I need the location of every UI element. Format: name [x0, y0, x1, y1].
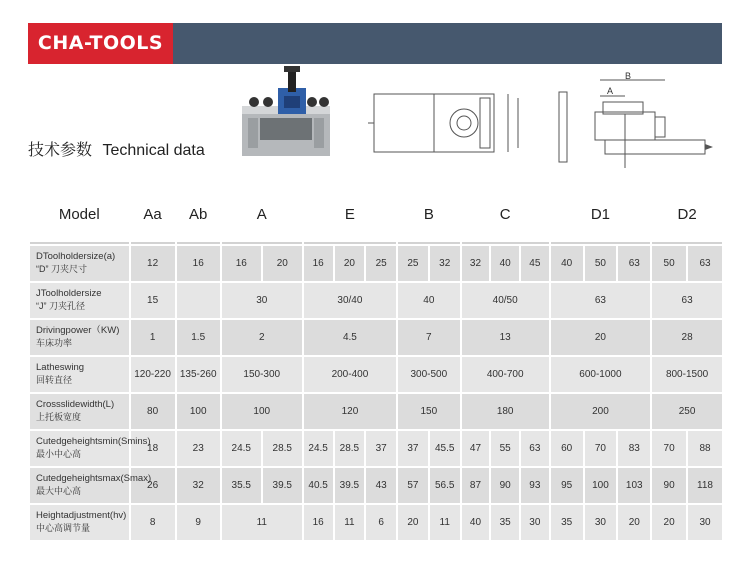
row-label — [30, 394, 129, 429]
table-cell: 43 — [366, 468, 396, 503]
table-row — [30, 431, 722, 466]
table-cell: 2 — [222, 320, 302, 355]
row-label-cn: 上托板宽度 — [36, 412, 82, 422]
col-header-aa: Aa — [131, 187, 175, 244]
table-cell: 30 — [688, 505, 722, 540]
table-cell: 55 — [491, 431, 519, 466]
table-cell: 45.5 — [430, 431, 460, 466]
row-label-cn: 最小中心高 — [36, 449, 82, 459]
table-cell: 16 — [304, 505, 333, 540]
table-cell: 11 — [222, 505, 302, 540]
table-cell: 20 — [263, 246, 302, 281]
table-cell: 35.5 — [222, 468, 261, 503]
table-cell: 70 — [652, 431, 686, 466]
row-label-en: Heightadjustment(hv) — [36, 510, 127, 521]
table-cell: 9 — [177, 505, 220, 540]
table-row — [30, 283, 722, 318]
table-cell: 63 — [551, 283, 650, 318]
table-cell: 150 — [398, 394, 460, 429]
table-cell: 35 — [551, 505, 583, 540]
table-cell: 87 — [462, 468, 490, 503]
table-cell: 20 — [398, 505, 428, 540]
row-label — [30, 505, 129, 540]
col-header-c: C — [462, 187, 549, 244]
table-cell: 40 — [551, 246, 583, 281]
table-cell: 600-1000 — [551, 357, 650, 392]
table-header-row — [30, 187, 722, 244]
table-cell: 800-1500 — [652, 357, 722, 392]
table-cell: 63 — [652, 283, 722, 318]
table-cell: 80 — [131, 394, 175, 429]
row-label-en: Cutedgeheightsmax(Smax) — [36, 473, 152, 484]
table-cell: 300-500 — [398, 357, 460, 392]
table-cell: 25 — [366, 246, 396, 281]
table-cell: 95 — [551, 468, 583, 503]
table-cell: 63 — [521, 431, 549, 466]
table-cell: 20 — [652, 505, 686, 540]
row-label — [30, 320, 129, 355]
dimension-drawing-side — [545, 72, 717, 172]
table-cell: 30 — [585, 505, 617, 540]
table-cell: 30 — [521, 505, 549, 540]
row-label-en: Crossslidewidth(L) — [36, 399, 115, 410]
row-label-cn: “D” 刀夹尺寸 — [36, 264, 87, 274]
row-label-cn: 回转直径 — [36, 375, 73, 385]
table-cell: 28 — [652, 320, 722, 355]
col-header-b: B — [398, 187, 460, 244]
table-cell: 47 — [462, 431, 490, 466]
table-cell: 39.5 — [263, 468, 302, 503]
table-cell: 20 — [618, 505, 650, 540]
table-cell: 200 — [551, 394, 650, 429]
table-cell: 88 — [688, 431, 722, 466]
row-label-cn: “J” 刀夹孔径 — [36, 301, 85, 311]
table-cell: 60 — [551, 431, 583, 466]
section-title-en: Technical data — [102, 142, 205, 159]
table-cell: 120-220 — [131, 357, 175, 392]
col-header-model: Model — [30, 187, 129, 244]
table-row — [30, 505, 722, 540]
table-row — [30, 468, 722, 503]
table-cell: 30 — [222, 283, 302, 318]
row-label-cn: 车床功率 — [36, 338, 73, 348]
row-label-en: Cutedgeheightsmin(Smins) — [36, 436, 151, 447]
table-cell: 35 — [491, 505, 519, 540]
table-cell: 83 — [618, 431, 650, 466]
table-cell: 200-400 — [304, 357, 396, 392]
table-cell: 18 — [131, 431, 175, 466]
table-cell: 20 — [335, 246, 365, 281]
table-cell: 1.5 — [177, 320, 220, 355]
table-cell: 120 — [304, 394, 396, 429]
table-cell: 39.5 — [335, 468, 365, 503]
table-cell: 56.5 — [430, 468, 460, 503]
table-cell: 70 — [585, 431, 617, 466]
table-cell: 1 — [131, 320, 175, 355]
table-cell: 37 — [366, 431, 396, 466]
row-label — [30, 357, 129, 392]
table-cell: 40 — [491, 246, 519, 281]
table-cell: 6 — [366, 505, 396, 540]
table-cell: 7 — [398, 320, 460, 355]
row-label — [30, 246, 129, 281]
brand-logo: CHA-TOOLS — [28, 23, 173, 64]
table-cell: 23 — [177, 431, 220, 466]
table-cell: 12 — [131, 246, 175, 281]
col-header-e: E — [304, 187, 396, 244]
table-cell: 57 — [398, 468, 428, 503]
table-cell: 32 — [462, 246, 490, 281]
table-cell: 28.5 — [335, 431, 365, 466]
table-cell: 250 — [652, 394, 722, 429]
row-label — [30, 283, 129, 318]
section-title — [28, 137, 205, 160]
table-cell: 25 — [398, 246, 428, 281]
row-label-en: Latheswing — [36, 362, 85, 373]
table-cell: 100 — [177, 394, 220, 429]
table-cell: 4.5 — [304, 320, 396, 355]
table-cell: 50 — [585, 246, 617, 281]
table-cell: 45 — [521, 246, 549, 281]
table-cell: 24.5 — [304, 431, 333, 466]
table-cell: 40.5 — [304, 468, 333, 503]
technical-data-table — [28, 185, 724, 542]
table-row — [30, 246, 722, 281]
row-label — [30, 431, 151, 466]
table-cell: 50 — [652, 246, 686, 281]
table-cell: 93 — [521, 468, 549, 503]
row-label-en: DToolholdersize(a) — [36, 251, 116, 262]
table-row — [30, 394, 722, 429]
table-cell — [177, 283, 220, 318]
row-label-cn: 最大中心高 — [36, 486, 82, 496]
table-cell: 63 — [618, 246, 650, 281]
dim-label-b: B — [625, 72, 632, 81]
table-cell: 40 — [462, 505, 490, 540]
dim-label-a: A — [607, 86, 614, 96]
row-label-en: JToolholdersize — [36, 288, 102, 299]
table-cell: 28.5 — [263, 431, 302, 466]
table-cell: 90 — [652, 468, 686, 503]
table-cell: 20 — [551, 320, 650, 355]
table-cell: 40 — [398, 283, 460, 318]
table-cell: 8 — [131, 505, 175, 540]
row-label-en: Drivingpower（KW) — [36, 325, 120, 336]
table-cell: 13 — [462, 320, 549, 355]
col-header-a: A — [222, 187, 302, 244]
table-cell: 32 — [177, 468, 220, 503]
table-cell: 103 — [618, 468, 650, 503]
table-cell: 30/40 — [304, 283, 396, 318]
table-cell: 40/50 — [462, 283, 549, 318]
table-cell: 32 — [430, 246, 460, 281]
table-cell: 150-300 — [222, 357, 302, 392]
table-cell: 16 — [177, 246, 220, 281]
table-cell: 11 — [430, 505, 460, 540]
table-cell: 26 — [131, 468, 175, 503]
row-label-cn: 中心高调节量 — [36, 523, 91, 533]
col-header-ab: Ab — [177, 187, 220, 244]
table-cell: 11 — [335, 505, 365, 540]
table-cell: 24.5 — [222, 431, 261, 466]
row-label — [30, 468, 152, 503]
table-cell: 16 — [222, 246, 261, 281]
table-cell: 135-260 — [177, 357, 220, 392]
col-header-d1: D1 — [551, 187, 650, 244]
table-cell: 16 — [304, 246, 333, 281]
table-cell: 400-700 — [462, 357, 549, 392]
table-cell: 90 — [491, 468, 519, 503]
dimension-drawing-top — [368, 88, 528, 158]
table-cell: 37 — [398, 431, 428, 466]
table-cell: 180 — [462, 394, 549, 429]
table-cell: 118 — [688, 468, 722, 503]
table-cell: 15 — [131, 283, 175, 318]
table-cell: 100 — [222, 394, 302, 429]
table-row — [30, 320, 722, 355]
table-cell: 100 — [585, 468, 617, 503]
section-title-cn: 技术参数 — [28, 142, 93, 159]
col-header-d2: D2 — [652, 187, 722, 244]
table-cell: 63 — [688, 246, 722, 281]
table-row — [30, 357, 722, 392]
tool-post-image — [240, 66, 340, 161]
